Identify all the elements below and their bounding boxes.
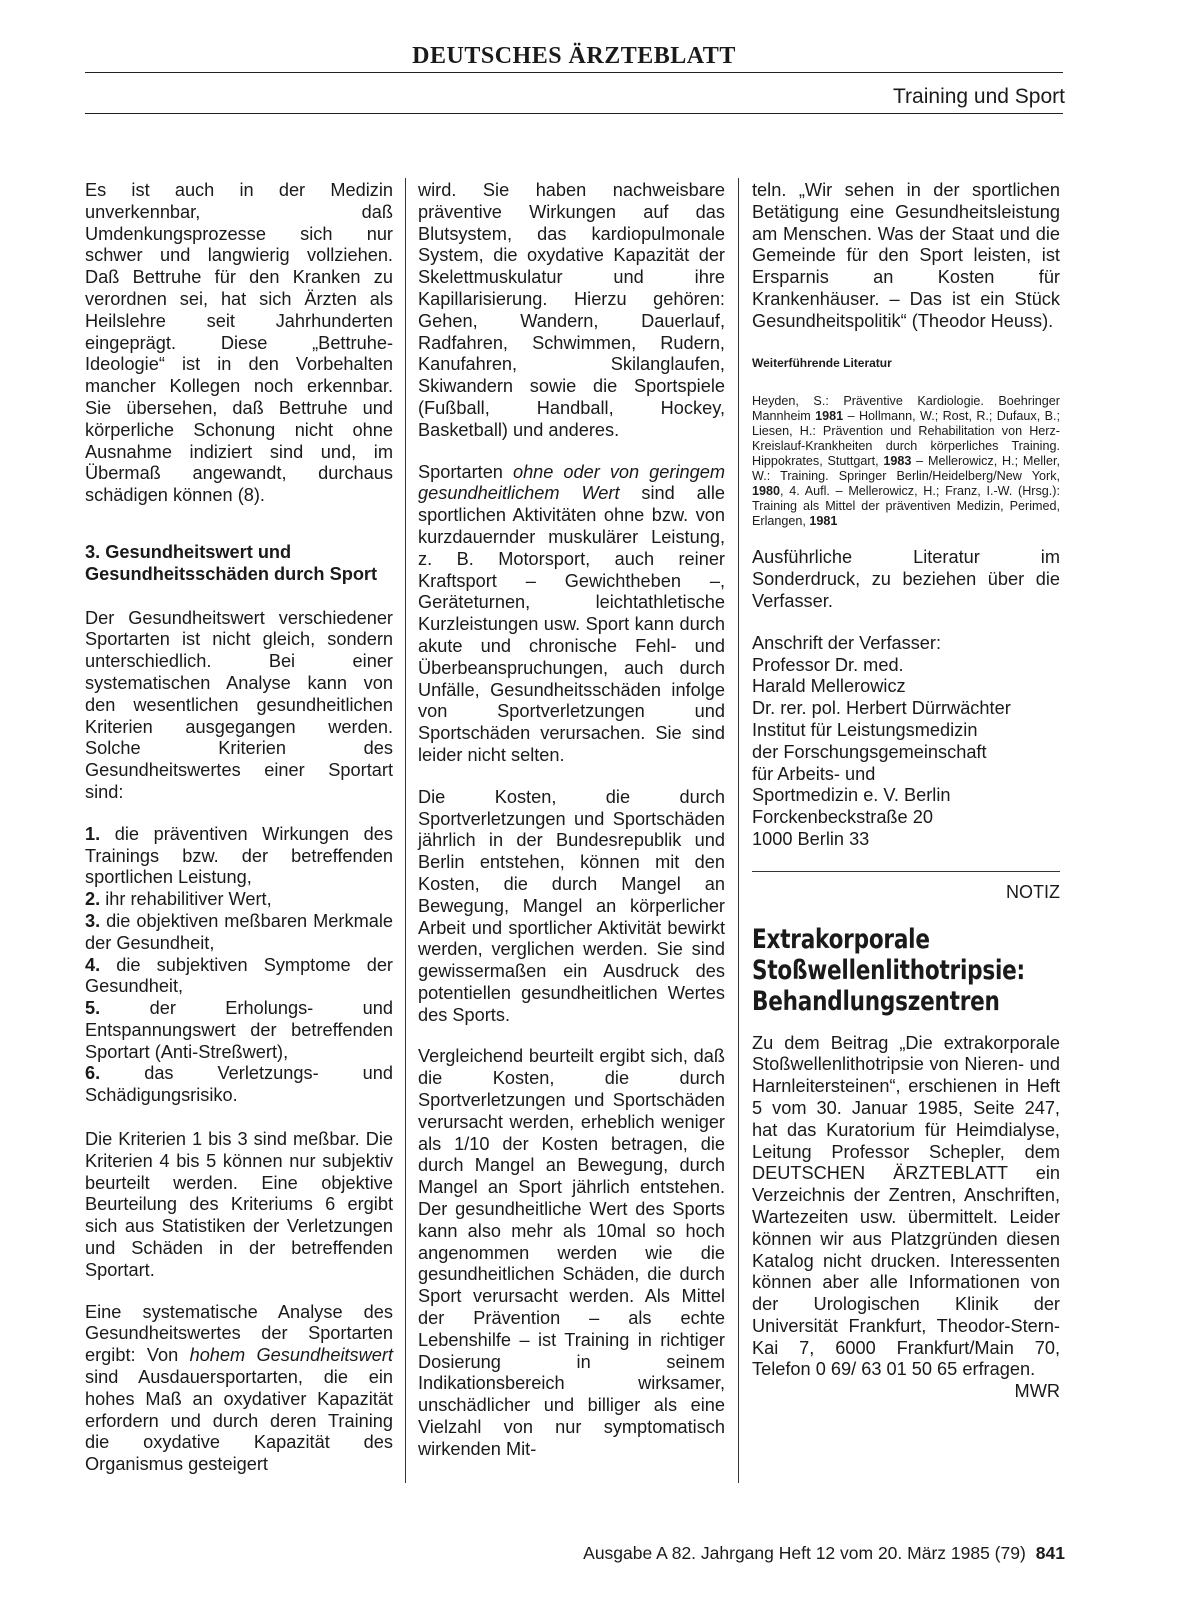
- paragraph: Die Kosten, die durch Sportverletzungen und Sportschäden jährlich in der Bundesrepublik und Berlin entstehen, können mit den Kosten, die durch Mangel an Bewegung, Mangel an körperlicher Arbeit und sportlicher Aktivität bewirkt werden, verglichen werden. Sie sind gewissermaßen ein Ausdruck des potentiellen gesundheitlichen Wertes des Sports.: [418, 786, 725, 1025]
- address-line: Sportmedizin e. V. Berlin: [752, 785, 951, 806]
- address-line: Institut für Leistungsmedizin: [752, 719, 978, 740]
- column-3: [752, 180, 1060, 1403]
- literature-heading: Weiterführende Literatur: [752, 355, 892, 370]
- reference-list: [752, 394, 1060, 529]
- list-item: 6. das Verletzungs- und Schädigungsrisiko.: [85, 1063, 394, 1106]
- reference: Hollmann, W.; Rost, R.; Dufaux, B.; Liesen, H.: Prävention und Rehabilitation von Herz-Kreislauf-Krankheiten durch körperliches Training. Hippokrates, Stuttgart, 1983 –: [752, 409, 1060, 469]
- address-line: Harald Mellerowicz: [752, 676, 906, 697]
- masthead-rule: [85, 72, 1063, 73]
- section-heading: 3. Gesundheitswert und Gesundheitsschäden durch Sport: [85, 541, 378, 584]
- paragraph: wird. Sie haben nachweisbare präventive Wirkungen auf das Blutsystem, das kardiopulmonale System, die oxydative Kapazität der Skelettmuskulatur und ihre Kapillarisierung. Hierzu gehören: Gehen, Wandern, Dauerlauf, Radfahren, Schwimmen, Rudern, Kanufahren, Skilanglaufen, Skiwandern sowie die Sportspiele (Fußball, Handball, Hockey, Basketball) und anderes.: [418, 180, 725, 440]
- paragraph: Ausführliche Literatur im Sonderdruck, zu beziehen über die Verfasser.: [752, 547, 1060, 611]
- paragraph: Vergleichend beurteilt ergibt sich, daß die Kosten, die durch Sportverletzungen und Sportschäden verursacht werden, erheblich weniger als 1/10 der Kosten betragen, die durch Mangel an Bewegung, durch Mangel an Sport jährlich entstehen. Der gesundheitliche Wert des Sports kann also mehr als 10mal so hoch angenommen werden wie die gesundheitlichen Schäden, die durch Sport verursacht werden. Als Mittel der Prävention – als echte Lebenshilfe – ist Training in richtiger Dosierung in seinem Indikationsbereich wirksamer, unschädlicher und billiger als eine Vielzahl von nur symptomatisch wirkenden Mit-: [418, 1046, 725, 1459]
- reference: Heyden, S.: Präventive Kardiologie. Boehringer Mannheim 1981 –: [752, 394, 1060, 424]
- note-paragraph: Zu dem Beitrag „Die extrakorporale Stoßwellenlithotripsie von Nieren- und Harnleitersteinen“, erschienen in Heft 5 vom 30. Januar 1985, Seite 247, hat das Kuratorium für Heimdialyse, Leitung Professor Schepler, dem DEUTSCHEN ÄRZTEBLATT ein Verzeichnis der Zentren, Anschriften, Wartezeiten usw. übermittelt. Leider können wir aus Platzgründen diesen Katalog nicht drucken. Interessenten können aber alle Informationen von der Urologischen Klinik der Universität Frankfurt, Theodor-Stern-Kai 7, 6000 Frankfurt/Main 70, Telefon 0 69/ 63 01 50 65 erfragen. MWR: [752, 1032, 1060, 1402]
- note-title: Extrakorporale Stoßwellenlithotripsie: Behandlungszentren: [752, 923, 1025, 1017]
- address-line: der Forschungsgemeinschaft: [752, 741, 987, 762]
- paragraph: Sportarten ohne oder von geringem gesundheitlichem Wert sind alle sportlichen Aktivitäten ohne bzw. von kurzdauernder muskulärer Leistung, z. B. Motorsport, auch reiner Kraftsport – Gewichtheben –, Geräteturnen, leichtathletische Kurzleistungen usw. Sport kann durch akute und chronische Fehl- und Überbeanspruchungen, auch durch Unfälle, Gesundheitsschäden infolge von Sportverletzungen und Sportschäden verursachen. Sie sind leider nicht selten.: [418, 461, 726, 765]
- address-line: Anschrift der Verfasser:: [752, 632, 942, 653]
- column-2: [418, 180, 725, 1481]
- list-item: 5. der Erholungs- und Entspannungswert der betreffenden Sportart (Anti-Streßwert),: [85, 998, 393, 1062]
- author-address: [752, 633, 1060, 851]
- notiz-label: NOTIZ: [752, 871, 1060, 904]
- paragraph: Der Gesundheitswert verschiedener Sportarten ist nicht gleich, sondern unterschiedlich. Bei einer systematischen Analyse kann von den wesentlichen gesundheitlichen Kriterien ausgegangen werden. Solche Kriterien des Gesundheitswertes einer Sportart sind:: [85, 607, 393, 802]
- address-line: für Arbeits- und: [752, 763, 876, 784]
- paragraph: teln. „Wir sehen in der sportlichen Betätigung eine Gesundheitsleistung am Menschen. Was der Staat und die Gemeinde für den Sport leisten, ist Ersparnis an Kosten für Krankenhäuser. – Das ist ein Stück Gesundheitspolitik“ (Theodor Heuss).: [752, 180, 1060, 331]
- column-divider-right: [738, 178, 739, 1483]
- address-line: 1000 Berlin 33: [752, 828, 870, 849]
- list-item: 1. die präventiven Wirkungen des Trainings bzw. der betreffenden sportlichen Leistung,: [85, 823, 393, 888]
- list-item: 3. die objektiven meßbaren Merkmale der Gesundheit,: [85, 910, 393, 953]
- address-line: Professor Dr. med.: [752, 654, 904, 675]
- page-footer: [583, 1543, 1065, 1564]
- reference: Mellerowicz, H.; Franz, I.-W. (Hrsg.): Training als Mittel der präventiven Medizin, Perimed, Erlangen, 1981: [752, 484, 1060, 529]
- page-number: 841: [1035, 1543, 1065, 1563]
- address-line: Dr. rer. pol. Herbert Dürrwächter: [752, 698, 1011, 719]
- section-rule: [85, 113, 1063, 114]
- column-divider-left: [405, 178, 406, 1483]
- criteria-list: [85, 824, 393, 1107]
- address-line: Forckenbeckstraße 20: [752, 807, 933, 828]
- section-title: Training und Sport: [893, 85, 1065, 108]
- reference: Mellerowicz, H.; Meller, W.: Training. Springer Berlin/Heidelberg/New York, 1980, 4. Aufl. –: [752, 454, 1060, 499]
- issue-info: Ausgabe A 82. Jahrgang Heft 12 vom 20. März 1985 (79): [583, 1543, 1026, 1563]
- journal-masthead: DEUTSCHES ÄRZTEBLATT: [412, 43, 736, 69]
- column-1: [85, 180, 393, 1496]
- paragraph: Es ist auch in der Medizin unverkennbar, daß Umdenkungsprozesse sich nur schwer und langwierig vollziehen. Daß Bettruhe für den Kranken zu verordnen sei, hat sich Ärzten als Heilslehre seit Jahrhunderten eingeprägt. Diese „Bettruhe-Ideologie“ ist in den Vorbehalten mancher Kollegen noch erkennbar. Sie übersehen, daß Bettruhe und körperliche Schonung nicht ohne Ausnahme indiziert sind und, im Übermaß angewandt, durchaus schädigen können (8).: [85, 180, 393, 506]
- list-item: 4. die subjektiven Symptome der Gesundheit,: [85, 954, 393, 997]
- note-signature: MWR: [1014, 1381, 1060, 1402]
- list-item: 2. ihr rehabilitiver Wert,: [85, 889, 272, 910]
- paragraph: Die Kriterien 1 bis 3 sind meßbar. Die Kriterien 4 bis 5 können nur subjektiv beurteilt werden. Eine objektive Beurteilung des Kriteriums 6 ergibt sich aus Statistiken der Verletzungen und Schäden in der betreffenden Sportart.: [85, 1129, 393, 1280]
- paragraph: Eine systematische Analyse des Gesundheitswertes der Sportarten ergibt: Von hohem Gesundheitswert sind Ausdauersportarten, die ein hohes Maß an oxydativer Kapazität erfordern und durch deren Training die oxydative Kapazität des Organismus gesteigert: [85, 1301, 393, 1475]
